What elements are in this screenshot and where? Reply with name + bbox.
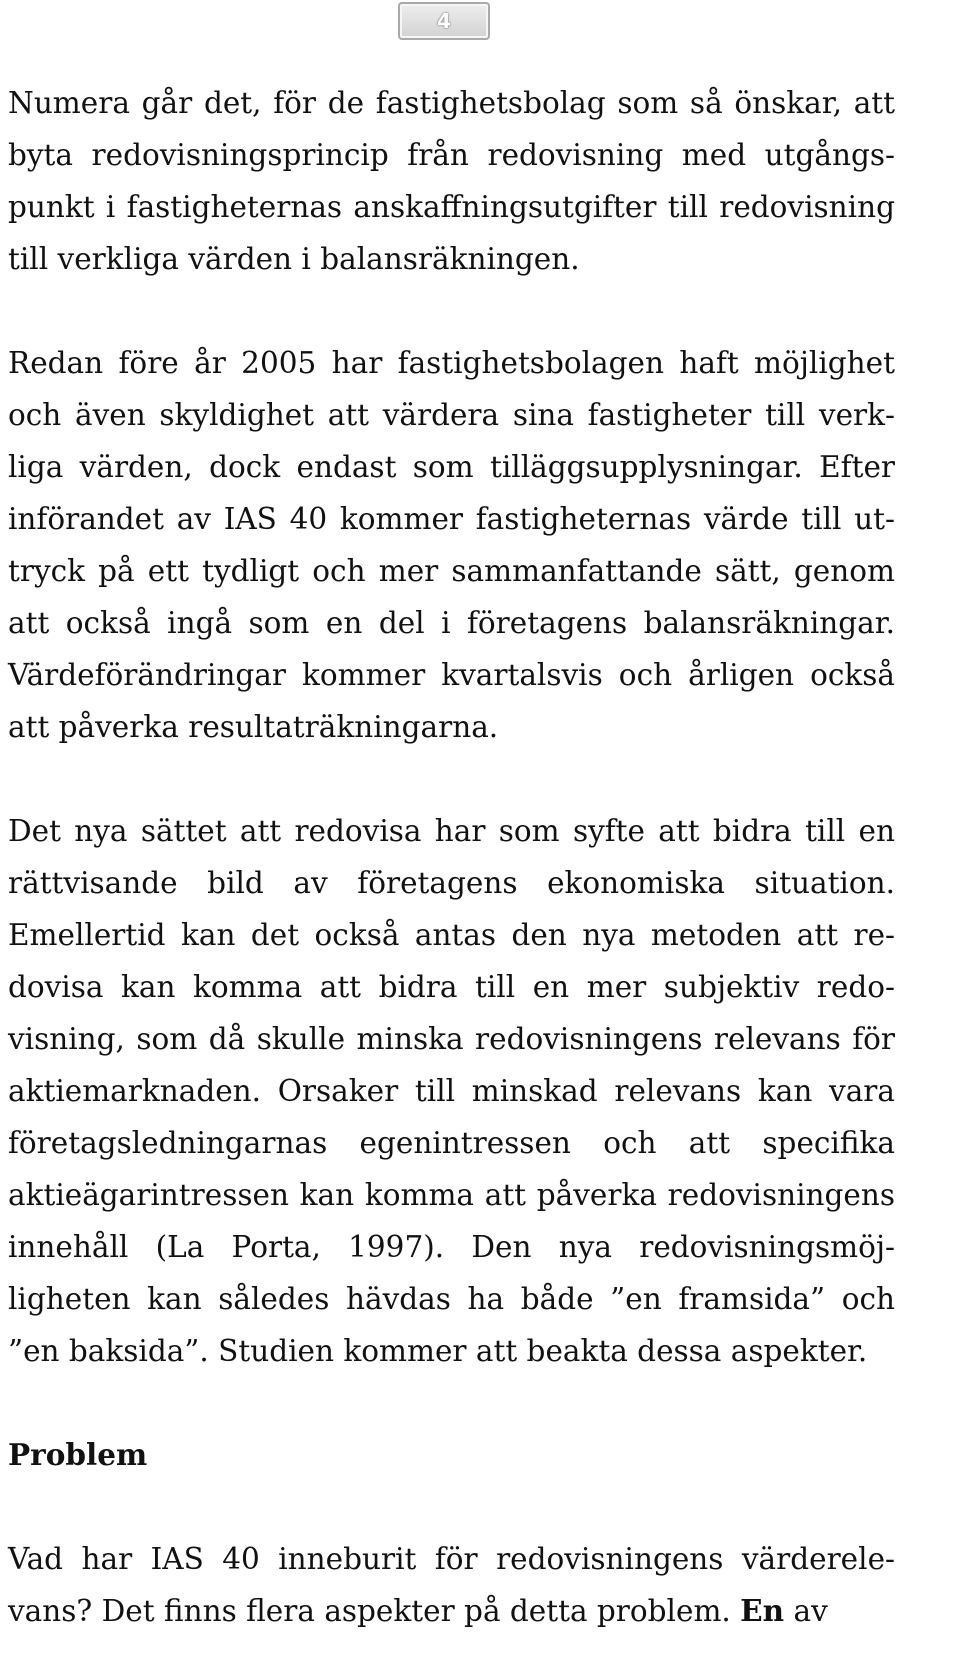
page-number-badge: 4	[398, 2, 490, 40]
section-heading-problem: Problem	[8, 1437, 148, 1472]
paragraph-1: Numera går det, för de fastighetsbolag som så önskar, att byta redovisningsprincip från redovisning med utgångspunkt i fastigheternas anskaffningsutgifter till redovisning till verkliga värden i balansräkningen.	[8, 86, 895, 276]
document-body	[8, 77, 895, 1637]
paragraph-3: Det nya sättet att redovisa har som syfte att bidra till en rättvisande bild av företagens ekonomiska situation. Emellertid kan det också antas den nya metoden att redovisa kan komma att bidra till en mer subjektiv redovisning, som då skulle minska redovisningens relevans för aktiemarknaden. Orsaker till minskad relevans kan vara företagsledningarnas egenintressen och att specifika aktieägarintressen kan komma att påverka redovisningens innehåll (La Porta, 1997). Den nya redovisningsmöjligheten kan således hävdas ha både ”en framsida” och ”en baksida”. Studien kommer att beakta dessa aspekter.	[8, 814, 895, 1368]
paragraph-2: Redan före år 2005 har fastighetsbolagen haft möjlighet och även skyldighet att värdera sina fastigheter till verkliga värden, dock endast som tilläggsupplysningar. Efter införandet av IAS 40 kommer fastigheternas värde till uttryck på ett tydligt och mer sammanfattande sätt, genom att också ingå som en del i företagens balansräkningar. Värdeförändringar kommer kvartalsvis och årligen också att påverka resultaträkningarna.	[8, 346, 895, 744]
problem-paragraph	[8, 1533, 895, 1637]
problem-text-end: av	[784, 1594, 828, 1628]
problem-text-start: Vad har IAS 40 inneburit för redovisningens värderelevans? Det finns flera aspekter på detta problem.	[8, 1542, 895, 1628]
problem-text-emphasis: En	[740, 1593, 785, 1628]
